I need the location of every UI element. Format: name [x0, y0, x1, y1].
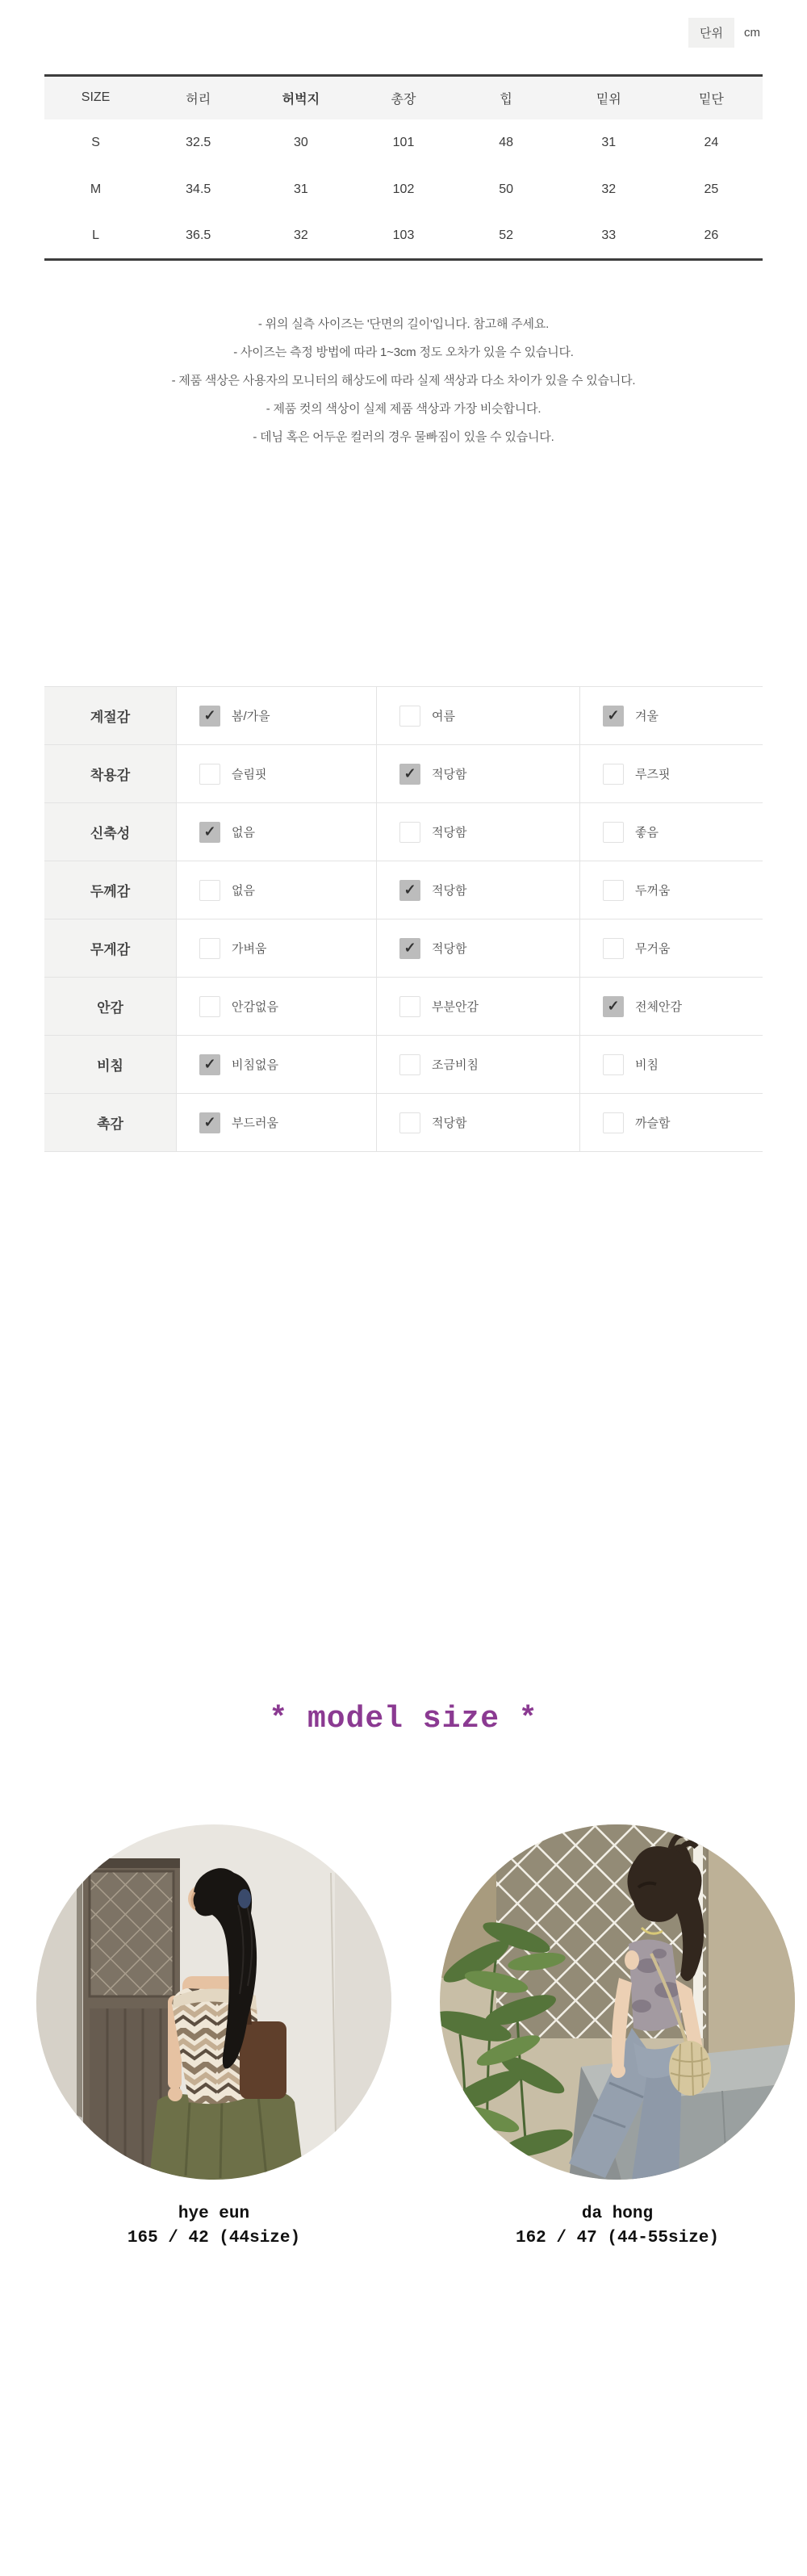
size-cell: 34.5 [186, 182, 211, 196]
checkbox-checked-icon: ✓ [199, 706, 220, 727]
attribute-option [579, 919, 763, 977]
checkbox-icon [603, 822, 624, 843]
checkbox-checked-icon: ✓ [603, 996, 624, 1017]
size-table-header-cell: 밑단 [660, 76, 763, 119]
checkbox-checked-icon: ✓ [399, 764, 420, 785]
size-cell: 52 [499, 228, 514, 242]
attribute-option [376, 803, 579, 861]
note-line: - 제품 색상은 사용자의 모니터의 해상도에 따라 실제 색상과 다소 차이가 있을 수 있습니다. [171, 374, 636, 387]
size-cell: 30 [293, 135, 308, 149]
attribute-option [376, 687, 579, 744]
checkbox-icon [399, 996, 420, 1017]
notes [0, 310, 807, 451]
checkbox-icon [603, 1112, 624, 1133]
attribute-label: 안감 [44, 978, 176, 1035]
checkbox-icon [399, 1112, 420, 1133]
note-line: - 사이즈는 측정 방법에 따라 1~3cm 정도 오차가 있을 수 있습니다. [233, 346, 574, 359]
attribute-option-label: 무거움 [635, 942, 671, 956]
attribute-option-label: 적당함 [432, 884, 467, 898]
attribute-option [376, 861, 579, 919]
attribute-option-label: 부드러움 [232, 1116, 278, 1130]
attribute-option [376, 1094, 579, 1151]
size-row [44, 166, 763, 213]
attribute-option-label: 봄/가을 [232, 710, 270, 723]
checkbox-icon [399, 1054, 420, 1075]
attribute-option-label: 적당함 [432, 1116, 467, 1130]
attribute-option-label: 없음 [232, 884, 255, 898]
attribute-label: 두께감 [44, 861, 176, 919]
size-cell: M [90, 182, 102, 196]
attribute-option [176, 861, 376, 919]
attribute-option [176, 1036, 376, 1093]
attribute-label: 무게감 [44, 919, 176, 977]
size-cell: 103 [392, 228, 415, 242]
attribute-option-label: 까슬함 [635, 1116, 671, 1130]
attribute-row [44, 977, 763, 1035]
checkbox-icon [199, 938, 220, 959]
attribute-option-label: 부분안감 [432, 1000, 479, 1014]
attribute-option-label: 루즈핏 [635, 768, 671, 781]
attribute-row [44, 1035, 763, 1093]
note-line: - 제품 컷의 색상이 실제 제품 색상과 가장 비슷합니다. [266, 402, 541, 416]
size-table [44, 74, 763, 261]
attribute-row [44, 802, 763, 861]
attribute-option [579, 687, 763, 744]
model-name: da hong [581, 2205, 654, 2223]
size-cell: 24 [704, 135, 719, 149]
attribute-label: 착용감 [44, 745, 176, 802]
checkbox-icon [603, 938, 624, 959]
note-line: - 위의 실측 사이즈는 '단면의 길이'입니다. 참고해 주세요. [257, 317, 550, 331]
model-photo-da-hong [440, 1824, 795, 2180]
model-name: hye eun [178, 2205, 250, 2223]
attribute-option-label: 적당함 [432, 942, 467, 956]
size-cell: 32 [293, 228, 308, 242]
size-cell: 26 [704, 228, 719, 242]
size-row [44, 213, 763, 260]
size-row [44, 119, 763, 166]
checkbox-icon [603, 1054, 624, 1075]
size-table-header-cell: SIZE [44, 76, 147, 119]
attribute-option-label: 두꺼움 [635, 884, 671, 898]
unit-row [688, 18, 760, 48]
attribute-option [176, 978, 376, 1035]
attribute-option [176, 803, 376, 861]
attribute-option [376, 978, 579, 1035]
note-line: - 데님 혹은 어두운 컬러의 경우 물빠짐이 있을 수 있습니다. [253, 430, 554, 444]
checkbox-icon [603, 880, 624, 901]
attribute-row [44, 1093, 763, 1151]
checkbox-checked-icon: ✓ [603, 706, 624, 727]
size-table-header-cell: 허리 [147, 76, 249, 119]
size-cell: 48 [499, 135, 514, 149]
attribute-option-label: 좋음 [635, 826, 659, 840]
size-table-header-row [44, 76, 763, 119]
size-table-header-cell: 밑위 [558, 76, 660, 119]
attribute-option-label: 적당함 [432, 826, 467, 840]
model-photo-hye-eun [36, 1824, 391, 2180]
attribute-option-label: 비침 [635, 1058, 659, 1072]
size-cell: 32 [601, 182, 617, 196]
attribute-option-label: 안감없음 [232, 1000, 278, 1014]
checkbox-icon [399, 706, 420, 727]
attribute-label: 신축성 [44, 803, 176, 861]
size-table-header-cell: 총장 [352, 76, 454, 119]
attribute-label: 비침 [44, 1036, 176, 1093]
attribute-option [176, 745, 376, 802]
size-cell: 50 [499, 182, 514, 196]
attribute-option-label: 가벼움 [232, 942, 267, 956]
attribute-option [579, 803, 763, 861]
size-cell: 25 [704, 182, 719, 196]
size-cell: 101 [392, 135, 415, 149]
attribute-option [176, 1094, 376, 1151]
size-table-header-cell: 허벅지 [249, 76, 352, 119]
checkbox-checked-icon: ✓ [199, 1112, 220, 1133]
size-cell: 102 [392, 182, 415, 196]
attribute-option [579, 745, 763, 802]
attribute-option-label: 없음 [232, 826, 255, 840]
model-measurements: 165 / 42 (44size) [127, 2229, 301, 2247]
attribute-row [44, 919, 763, 977]
attribute-option [579, 1094, 763, 1151]
model-photo-da-hong-illustration [440, 1824, 795, 2180]
checkbox-checked-icon: ✓ [199, 1054, 220, 1075]
unit-value: cm [744, 26, 760, 40]
checkbox-icon [603, 764, 624, 785]
attribute-option [376, 1036, 579, 1093]
attribute-option-label: 여름 [432, 710, 455, 723]
attribute-label: 계절감 [44, 687, 176, 744]
checkbox-icon [199, 764, 220, 785]
attribute-option-label: 조금비침 [432, 1058, 479, 1072]
checkbox-icon [399, 822, 420, 843]
size-cell: 36.5 [186, 228, 211, 242]
attribute-row [44, 686, 763, 744]
attribute-option-label: 전체안감 [635, 1000, 682, 1014]
size-cell: 31 [293, 182, 308, 196]
attribute-option-label: 비침없음 [232, 1058, 278, 1072]
checkbox-checked-icon: ✓ [399, 880, 420, 901]
attribute-option [176, 687, 376, 744]
attribute-option [376, 745, 579, 802]
attribute-row [44, 861, 763, 919]
attribute-option [579, 978, 763, 1035]
model-size-heading: * model size * [269, 1702, 538, 1736]
attribute-option [376, 919, 579, 977]
size-table-header-cell: 힙 [455, 76, 558, 119]
attribute-row [44, 744, 763, 802]
model-card [36, 2204, 391, 2249]
model-card [440, 2204, 795, 2249]
checkbox-checked-icon: ✓ [399, 938, 420, 959]
size-cell: 32.5 [186, 135, 211, 149]
attribute-option [176, 919, 376, 977]
unit-label: 단위 [688, 18, 734, 48]
size-cell: 31 [601, 135, 617, 149]
attribute-option-label: 겨울 [635, 710, 659, 723]
attribute-option [579, 861, 763, 919]
attribute-table [44, 686, 763, 1152]
size-cell: S [91, 135, 100, 149]
attribute-option-label: 슬림핏 [232, 768, 267, 781]
model-measurements: 162 / 47 (44-55size) [515, 2229, 720, 2247]
attribute-option [579, 1036, 763, 1093]
size-cell: L [92, 228, 100, 242]
model-photo-hye-eun-illustration [36, 1824, 391, 2180]
size-cell: 33 [601, 228, 617, 242]
checkbox-checked-icon: ✓ [199, 822, 220, 843]
checkbox-icon [199, 880, 220, 901]
attribute-option-label: 적당함 [432, 768, 467, 781]
checkbox-icon [199, 996, 220, 1017]
attribute-label: 촉감 [44, 1094, 176, 1151]
